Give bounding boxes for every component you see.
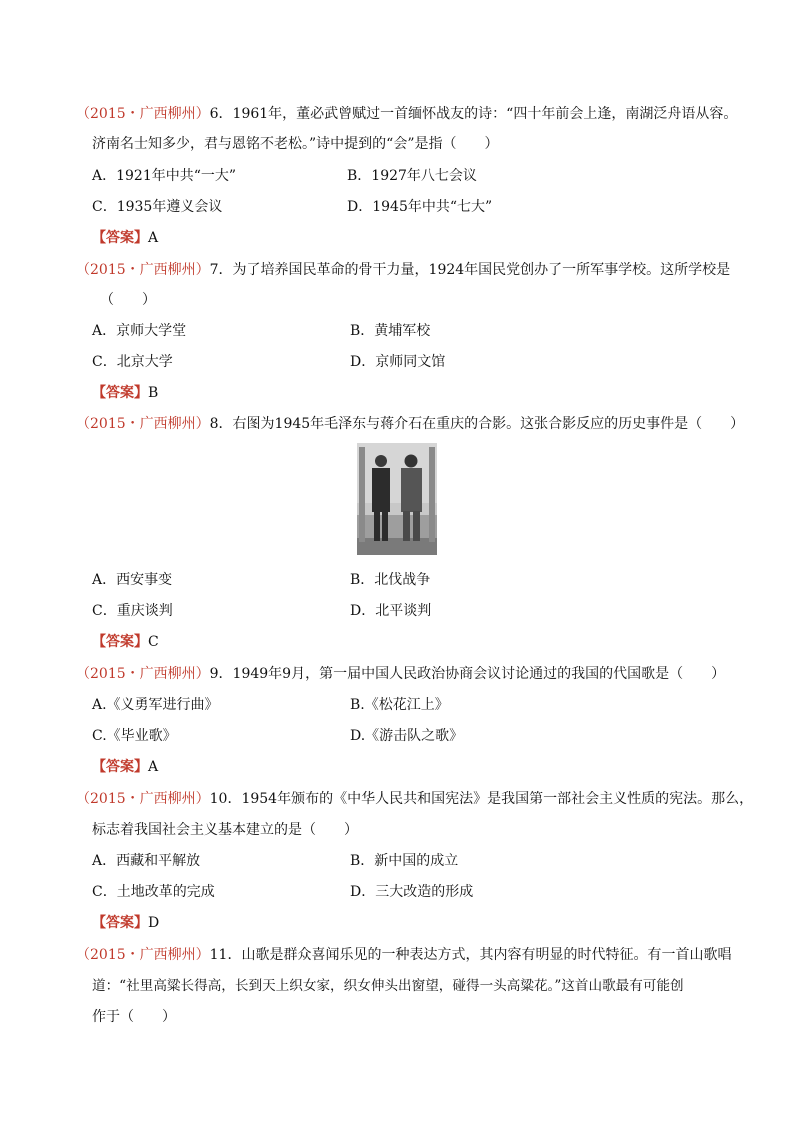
q11-stem-line-3: 作于（ ） [92,1009,176,1025]
q7-option-c: C．北京大学 [92,354,173,370]
q9-option-c: C.《毕业歌》 [92,728,177,744]
q7-option-b: B．黄埔军校 [350,323,431,339]
q10-option-b: B．新中国的成立 [350,853,459,869]
q9-option-d: D.《游击队之歌》 [350,728,464,744]
q10-stem-text-1: 10．1954年颁布的《中华人民共和国宪法》是我国第一部社会主义性质的宪法。那么， [209,791,754,807]
q10-option-d: D．三大改造的形成 [350,884,474,900]
q6-option-b: B．1927年八七会议 [347,168,477,184]
q10-answer-value: D [148,915,160,931]
q7-answer-value: B [148,385,159,401]
q8-stem-text-1: 8．右图为1945年毛泽东与蒋介石在重庆的合影。这张合影反应的历史事件是（ ） [209,416,745,432]
q6-stem-text-1: 6．1961年，董必武曾赋过一首缅怀战友的诗：“四十年前会上逢，南湖泛舟语从容。 [209,106,738,122]
q9-answer [92,757,158,777]
q8-option-b: B．北伐战争 [350,572,431,588]
q6-answer-value: A [148,230,159,246]
q6-stem-line-2: 济南名士知多少，君与恩铭不老松。”诗中提到的“会”是指（ ） [92,136,499,152]
q9-answer-label: 【答案】 [92,759,148,775]
q10-answer [92,913,159,933]
q8-stem-line-1 [76,414,744,434]
q10-option-c: C．土地改革的完成 [92,884,215,900]
q10-answer-label: 【答案】 [92,915,148,931]
q7-stem-line-1 [76,260,730,280]
q9-option-b: B.《松花江上》 [350,697,449,713]
q6-answer [92,228,158,248]
q7-answer [92,383,158,403]
q8-answer-value: C [148,634,159,650]
q7-stem-text-1: 7．为了培养国民革命的骨干力量，1924年国民党创办了一所军事学校。这所学校是 [209,262,731,278]
photo-illustration [357,443,437,555]
q8-option-c: C．重庆谈判 [92,603,173,619]
q6-option-a: A．1921年中共“一大” [92,168,237,184]
q7-option-d: D．京师同文馆 [350,354,446,370]
q8-answer [92,632,159,652]
q9-source: （2015・广西柳州） [76,666,210,682]
q8-option-d: D．北平谈判 [350,603,432,619]
q7-option-a: A．京师大学堂 [92,323,187,339]
q6-stem-line-1 [76,104,737,124]
q10-stem-line-1 [76,789,753,809]
q7-source: （2015・广西柳州） [76,262,210,278]
q11-source: （2015・广西柳州） [76,947,210,963]
q7-answer-label: 【答案】 [92,385,148,401]
q6-answer-label: 【答案】 [92,230,148,246]
q6-source: （2015・广西柳州） [76,106,210,122]
q9-option-a: A.《义勇军进行曲》 [92,697,219,713]
q9-answer-value: A [148,759,159,775]
q8-option-a: A．西安事变 [92,572,173,588]
q6-option-c: C．1935年遵义会议 [92,199,223,215]
q9-stem-line-1 [76,664,725,684]
q9-stem-text-1: 9．1949年9月，第一届中国人民政治协商会议讨论通过的我国的代国歌是（ ） [209,666,726,682]
q10-source: （2015・广西柳州） [76,791,210,807]
q6-option-d: D．1945年中共“七大” [347,199,493,215]
historical-photo [357,443,437,555]
q10-stem-line-2: 标志着我国社会主义基本建立的是（ ） [92,822,358,838]
q7-stem-line-2: （ ） [100,292,156,308]
q11-stem-text-1: 11．山歌是群众喜闻乐见的一种表达方式，其内容有明显的时代特征。有一首山歌唱 [209,947,732,963]
q11-stem-line-1 [76,945,731,965]
q11-stem-line-2: 道：“社里高粱长得高，长到天上织女家，织女伸头出窗望，碰得一头高粱花。”这首山歌最有可能创 [92,978,684,994]
q10-option-a: A．西藏和平解放 [92,853,201,869]
q8-source: （2015・广西柳州） [76,416,210,432]
q8-answer-label: 【答案】 [92,634,148,650]
